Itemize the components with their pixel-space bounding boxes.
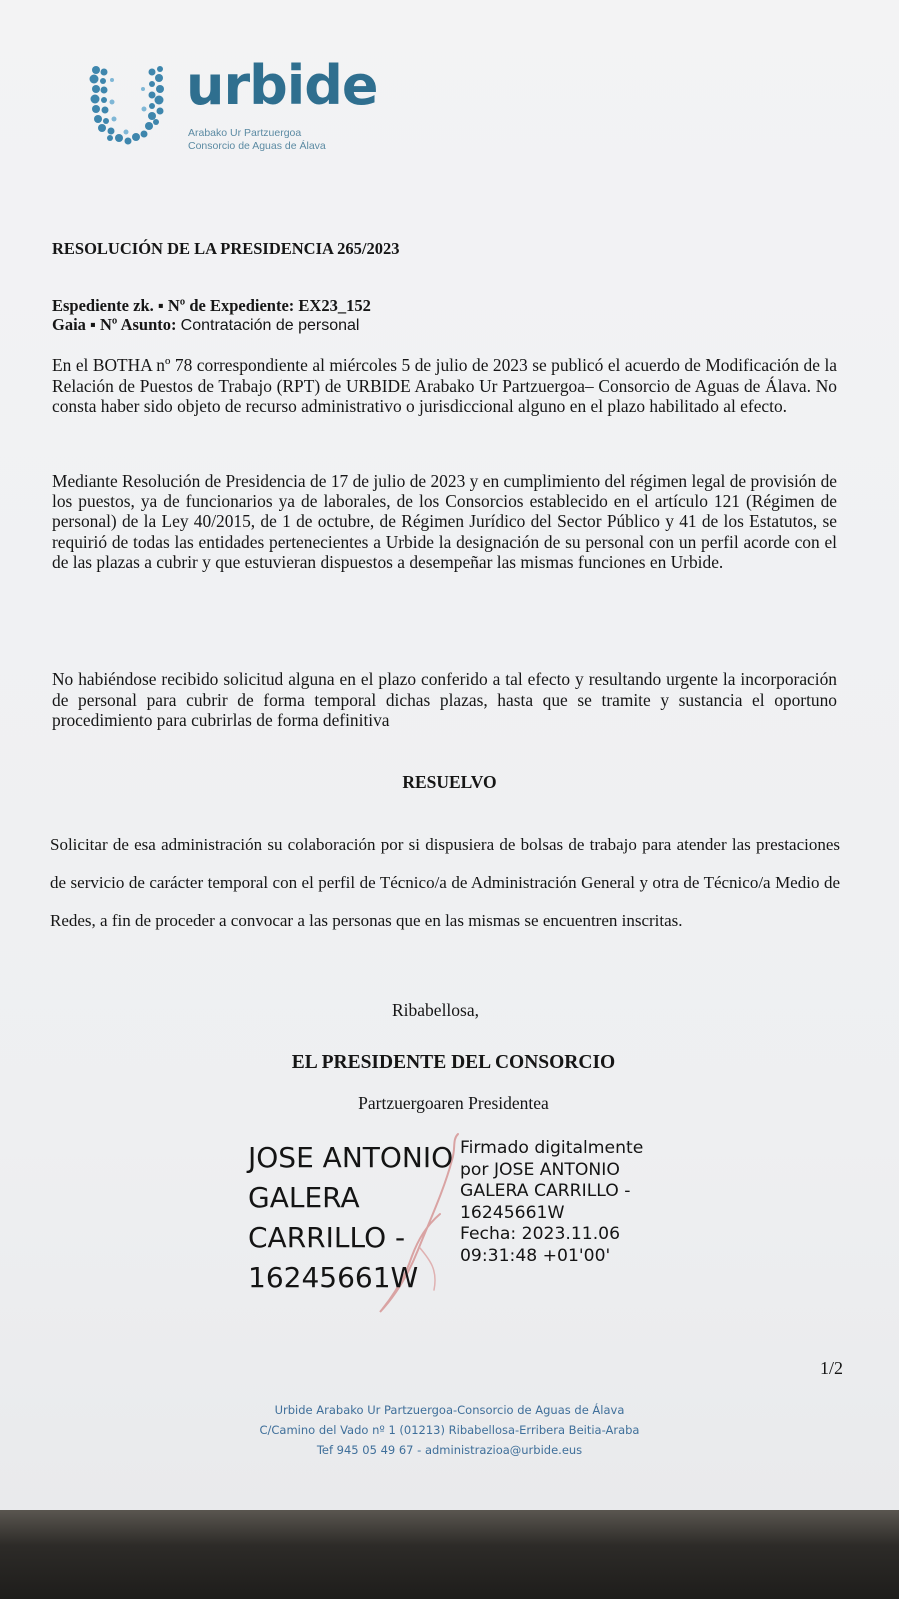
desk-background (0, 1510, 899, 1599)
signature-detail-line: 09:31:48 +01'00' (460, 1245, 611, 1266)
signer-name-line: CARRILLO - (248, 1221, 406, 1254)
signature-detail-line: Firmado digitalmente (460, 1138, 644, 1158)
document-title: RESOLUCIÓN DE LA PRESIDENCIA 265/2023 (52, 239, 400, 258)
logo-subtitle-eu: Arabako Ur Partzuergoa (188, 127, 302, 139)
page-number: 1/2 (820, 1358, 844, 1378)
urbide-logo (86, 54, 406, 160)
footer-address: C/Camino del Vado nº 1 (01213) Ribabellosa-Erribera Beitia-Araba (259, 1423, 640, 1437)
signer-name-line: GALERA (248, 1181, 360, 1214)
logo-wordmark: urbide (186, 54, 378, 117)
signature-detail-line: GALERA CARRILLO - (460, 1181, 631, 1201)
resuelvo-heading: RESUELVO (402, 772, 497, 792)
signature-detail-line: Fecha: 2023.11.06 (460, 1224, 621, 1244)
signature-detail-line: 16245661W (460, 1202, 565, 1223)
paragraph-urgencia: No habiéndose recibido solicitud alguna en el plazo conferido a tal efecto y resultando urgente la incorporación de personal para cubrir de forma temporal dichas plazas, hasta que se tramite y sustancia el oportuno procedimiento para cubrirlas de forma definitiva (52, 669, 837, 730)
paragraph-solicitud: Solicitar de esa administración su colaboración por si dispusiera de bolsas de trabajo para atender las prestaciones de servicio de carácter temporal con el perfil de Técnico/a de Administración General y otra de Técnico/a Medio de Redes, a fin de proceder a convocar a las personas que en las mismas se encuentren inscritas. (50, 835, 840, 930)
footer-org: Urbide Arabako Ur Partzuergoa-Consorcio de Aguas de Álava (274, 1403, 625, 1417)
signer-name (248, 1138, 453, 1298)
urbide-u-mark-icon (86, 64, 176, 154)
asunto-line (52, 315, 359, 335)
signer-name-line: 16245661W (248, 1261, 419, 1294)
expediente-line (52, 296, 371, 316)
logo-subtitle-es: Consorcio de Aguas de Álava (188, 140, 326, 152)
footer (0, 1400, 899, 1460)
president-title-eu: Partzuergoaren Presidentea (358, 1093, 549, 1113)
footer-contact: Tef 945 05 49 67 - administrazioa@urbide.eus (316, 1443, 583, 1457)
signature-detail-line: por JOSE ANTONIO (460, 1159, 620, 1180)
paragraph-resolucion: Mediante Resolución de Presidencia de 17 de julio de 2023 y en cumplimiento del régimen legal de provisión de los puestos, ya de funcionarios ya de laborales, de los Consorcios establecido en el artículo 121 (Régimen de personal) de la Ley 40/2015, de 1 de octubre, de Régimen Jurídico del Sector Público y 41 de los Estatutos, se requirió de todas las entidades pertenecientes a Urbide la designación de su personal con un perfil acorde con el de las plazas a cubrir y que estuvieran dispuestos a desempeñar las mismas funciones en Urbide. (52, 471, 837, 572)
signer-name-line: JOSE ANTONIO (248, 1141, 454, 1174)
asunto-label: Gaia ▪ Nº Asunto: (52, 315, 177, 334)
place-line: Ribabellosa, (392, 1000, 479, 1020)
digital-signature-details (460, 1138, 643, 1267)
president-title: EL PRESIDENTE DEL CONSORCIO (291, 1052, 616, 1073)
expediente-label: Espediente zk. ▪ Nº de Expediente: EX23_152 (52, 296, 371, 315)
asunto-value: Contratación de personal (180, 317, 360, 334)
paragraph-botha: En el BOTHA nº 78 correspondiente al miércoles 5 de julio de 2023 se publicó el acuerdo de Modificación de la Relación de Puestos de Trabajo (RPT) de URBIDE Arabako Ur Partzuergoa– Consorcio de Aguas de Álava. No consta haber sido objeto de recurso administrativo o jurisdiccional alguno en el plazo habilitado al efecto. (52, 355, 837, 416)
